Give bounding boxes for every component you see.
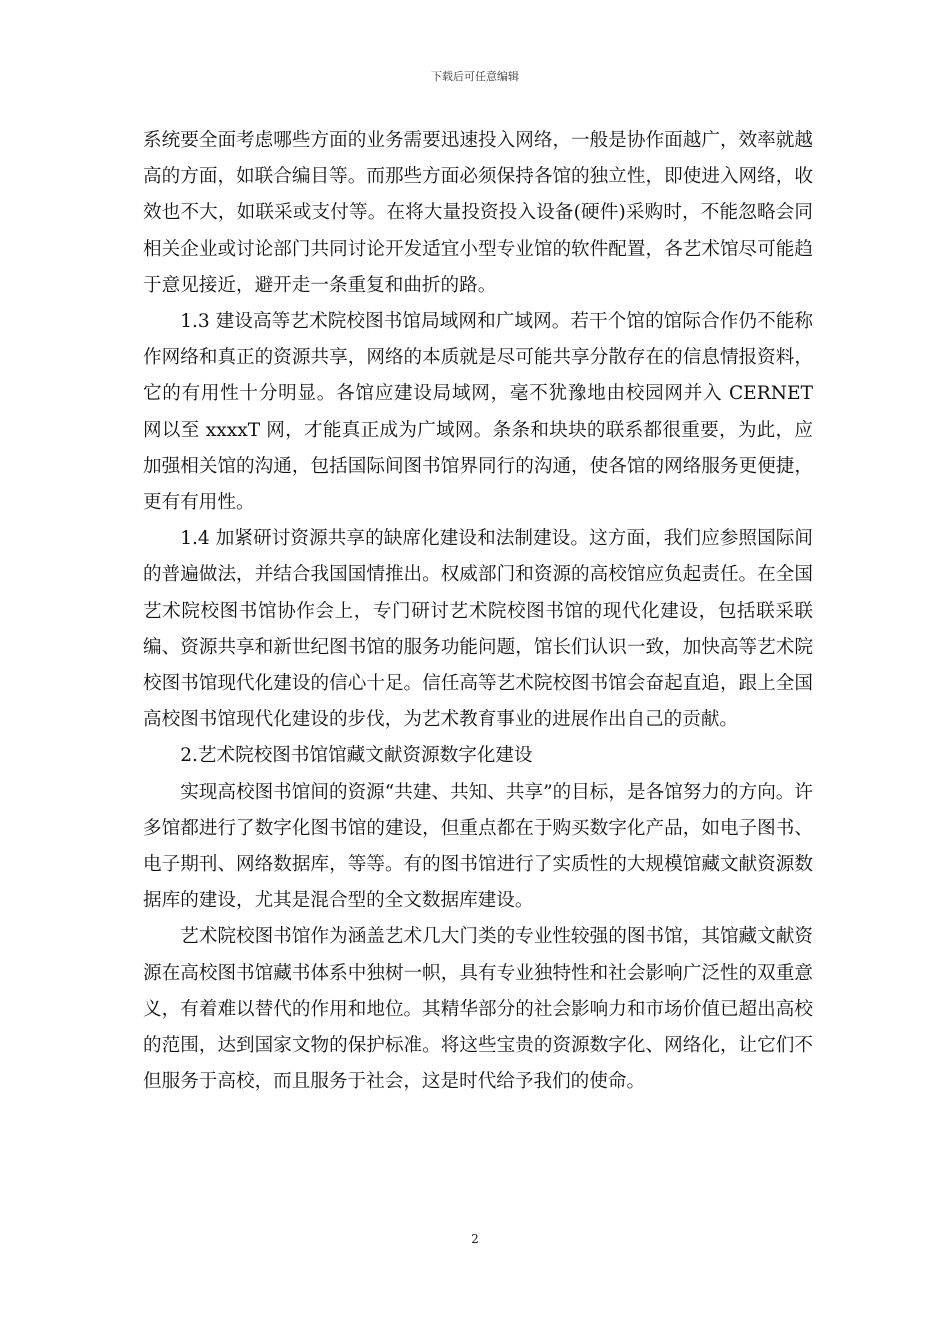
- page-header: 下载后可任意编辑: [431, 70, 519, 83]
- paragraph: 艺术院校图书馆作为涵盖艺术几大门类的专业性较强的图书馆，其馆藏文献资源在高校图书馆藏书体系中独树一帜，具有专业独特性和社会影响广泛性的双重意义，有着难以替代的作用和地位。其精华部分的社会影响力和市场价值已超出高校的范围，达到国家文物的保护标准。将这些宝贵的资源数字化、网络化，让它们不但服务于高校，而且服务于社会，这是时代给予我们的使命。: [143, 926, 813, 1093]
- section-heading: 2.艺术院校图书馆馆藏文献资源数字化建设: [180, 745, 533, 767]
- paragraph: 系统要全面考虑哪些方面的业务需要迅速投入网络，一般是协作面越广，效率就越高的方面，如联合编目等。而那些方面必须保持各馆的独立性，即使进入网络，收效也不大，如联采或支付等。在将大量投资投入设备(硬件)采购时，不能忽略会同相关企业或讨论部门共同讨论开发适宜小型专业馆的软件配置，各艺术馆尽可能趋于意见接近，避开走一条重复和曲折的路。: [143, 130, 813, 296]
- paragraph: 1.4 加紧研讨资源共享的缺席化建设和法制建设。这方面，我们应参照国际间的普遍做法，并结合我国国情推出。权威部门和资源的高校馆应负起责任。在全国艺术院校图书馆协作会上，专门研讨艺术院校图书馆的现代化建设，包括联采联编、资源共享和新世纪图书馆的服务功能问题，馆长们认识一致，加快高等艺术院校图书馆现代化建设的信心十足。信任高等艺术院校图书馆会奋起直追，跟上全国高校图书馆现代化建设的步伐，为艺术教育事业的进展作出自己的贡献。: [143, 528, 813, 731]
- paragraph: 实现高校图书馆间的资源“共建、共知、共享”的目标，是各馆努力的方向。许多馆都进行了数字化图书馆的建设，但重点都在于购买数字化产品，如电子图书、电子期刊、网络数据库，等等。有的图书馆进行了实质性的大规模馆藏文献资源数据库的建设，尤其是混合型的全文数据库建设。: [143, 781, 813, 912]
- paragraph: 1.3 建设高等艺术院校图书馆局域网和广域网。若干个馆的馆际合作仍不能称作网络和真正的资源共享，网络的本质就是尽可能共享分散存在的信息情报资料，它的有用性十分明显。各馆应建设局域网，毫不犹豫地由校园网并入 CERNET 网以至 xxxxT 网，才能真正成为广域网。条条和块块的联系都很重要，为此，应加强相关馆的沟通，包括国际间图书馆界同行的沟通，使各馆的网络服务更便捷，更有有用性。: [143, 311, 813, 514]
- page-number: 2: [471, 1232, 479, 1246]
- body-text: [143, 123, 813, 1100]
